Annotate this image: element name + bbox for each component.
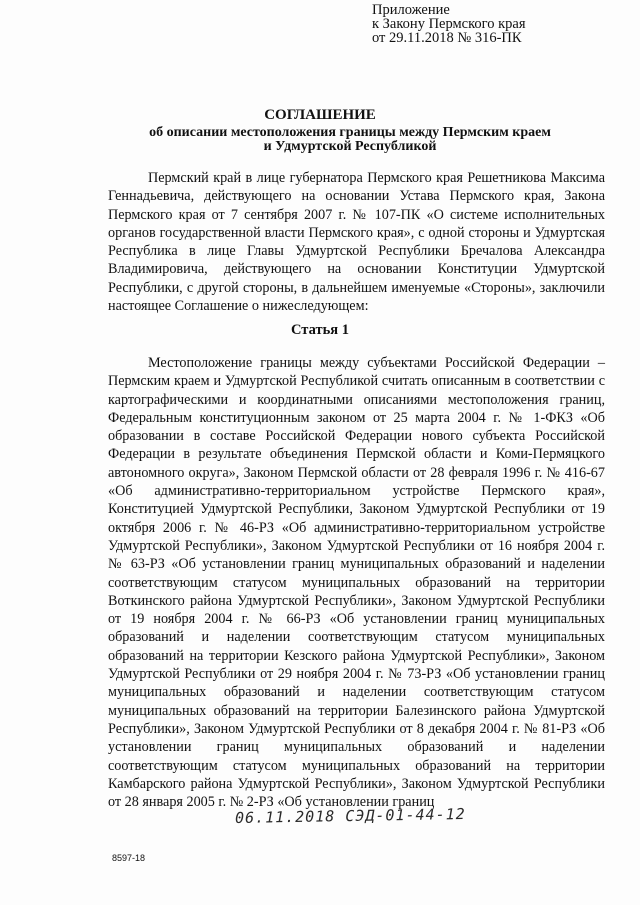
handwritten-registration-note: 06.11.2018 СЭД-01-44-12 — [234, 804, 466, 828]
article-1-paragraph: Местоположение границы между субъектами Российской Федерации – Пермским краем и Удмуртской Республикой считать описанным в соответствии с картографическими и координатными описаниями местоположения границ, Федеральным конституционным законом от 25 марта 2004 г. № 1-ФКЗ «Об образовании в составе Российской Федерации нового субъекта Российской Федерации в результате объединения Пермской области и Коми-Пермяцкого автономного округа», Законом Пермской области от 28 февраля 1996 г. № 416-67 «Об административно-территориальном устройстве Пермского края», Конституцией Удмуртской Республики, Законом Удмуртской Республики от 19 октября 2006 г. № 46-РЗ «Об административно-территориальном устройстве Удмуртской Республики», Законом Удмуртской Республики от 16 ноября 2004 г. № 63-РЗ «Об установлении границ муниципальных образований и наделении соответствующим статусом муниципальных образований на территории Воткинского района Удмуртской Республики», Законом Удмуртской Республики от 19 ноября 2004 г. № 66-РЗ «Об установлении границ муниципальных образований и наделении соответствующим статусом муниципальных образований на территории Кезского района Удмуртской Республики», Законом Удмуртской Республики от 29 ноября 2004 г. № 73-РЗ «Об установлении границ муниципальных образований и наделении соответствующим статусом муниципальных образований на территории Балезинского района Удмуртской Республики», Законом Удмуртской Республики от 8 декабря 2004 г. № 81-РЗ «Об установлении границ муниципальных образований и наделении соответствующим статусом муниципальных образований на территории Камбарского района Удмуртской Республики», Законом Удмуртской Республики от 28 января 2005 г. № 2-РЗ «Об установлении границ — [108, 355, 605, 811]
document-title: СОГЛАШЕНИЕ — [264, 107, 376, 123]
document-subtitle-line-1: об описании местоположения границы между Пермским краем — [149, 125, 551, 140]
annex-line-3: от 29.11.2018 № 316-ПК — [372, 30, 522, 46]
annex-block — [372, 3, 526, 45]
preamble-paragraph: Пермский край в лице губернатора Пермского края Решетникова Максима Геннадьевича, действующего на основании Устава Пермского края, Закона Пермского края от 7 сентября 2007 г. № 107-ПК «О системе исполнительных органов государственной власти Пермского края», с одной стороны и Удмуртская Республика в лице Главы Удмуртской Республики Бречалова Александра Владимировича, действующего на основании Конституции Удмуртской Республики, с другой стороны, в дальнейшем именуемые «Стороны», заключили настоящее Соглашение о нижеследующем: — [108, 170, 605, 315]
annex-line-2: к Закону Пермского края — [372, 16, 526, 32]
document-number: 8597-18 — [112, 853, 146, 863]
article-1-heading: Статья 1 — [291, 322, 349, 338]
annex-line-1: Приложение — [372, 2, 450, 18]
document-subtitle-line-2: и Удмуртской Республикой — [263, 139, 437, 154]
